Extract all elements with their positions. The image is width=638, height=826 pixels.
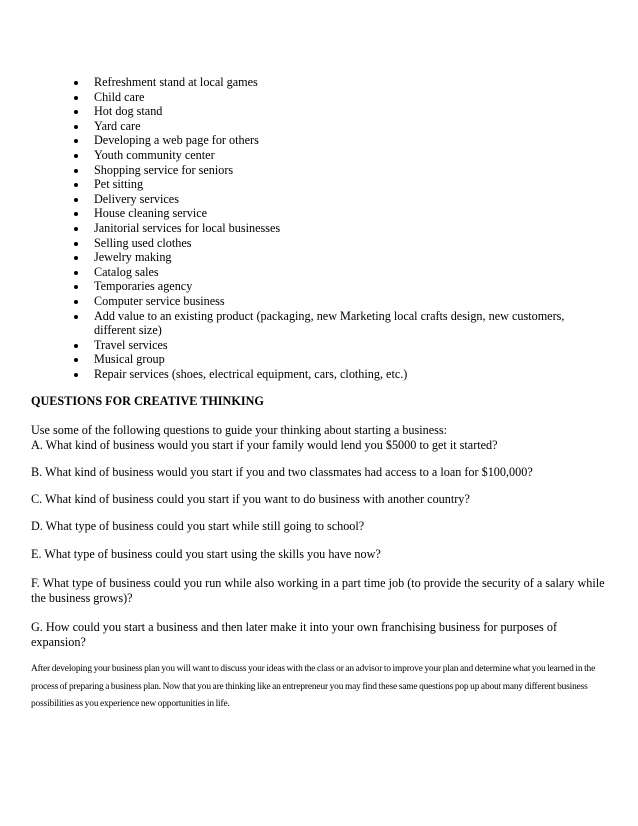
question-e: E. What type of business could you start using the skills you have now?: [31, 547, 381, 561]
list-item: Catalog sales: [0, 265, 638, 280]
list-item: Selling used clothes: [0, 236, 638, 251]
list-item: Pet sitting: [0, 177, 638, 192]
list-item: Child care: [0, 90, 638, 105]
list-item: Developing a web page for others: [0, 133, 638, 148]
list-item: Temporaries agency: [0, 279, 638, 294]
bullet-icon: [74, 198, 78, 202]
list-item: Youth community center: [0, 148, 638, 163]
intro-text: Use some of the following questions to guide your thinking about starting a business:: [31, 423, 448, 437]
bullet-icon: [74, 212, 78, 216]
question-d: D. What type of business could you start while still going to school?: [31, 519, 365, 533]
bullet-icon: [74, 154, 78, 158]
bullet-icon: [74, 358, 78, 362]
list-item: Refreshment stand at local games: [0, 75, 638, 90]
list-item: Repair services (shoes, electrical equipment, cars, clothing, etc.): [0, 367, 638, 382]
list-item: Jewelry making: [0, 250, 638, 265]
bullet-icon: [74, 96, 78, 100]
list-item: Yard care: [0, 119, 638, 134]
question-g: G. How could you start a business and then later make it into your own franchising business for purposes of expansion?: [31, 620, 557, 649]
bullet-icon: [74, 81, 78, 85]
list-item: Delivery services: [0, 192, 638, 207]
bullet-icon: [74, 183, 78, 187]
bullet-icon: [74, 285, 78, 289]
bullet-icon: [74, 344, 78, 348]
bullet-icon: [74, 227, 78, 231]
list-item: House cleaning service: [0, 206, 638, 221]
bullet-icon: [74, 169, 78, 173]
question-f: F. What type of business could you run while also working in a part time job (to provide the security of a salary while the business grows)?: [31, 576, 605, 605]
list-item: Travel services: [0, 338, 638, 353]
bullet-icon: [74, 139, 78, 143]
question-a: A. What kind of business would you start if your family would lend you $5000 to get it started?: [31, 438, 498, 452]
business-ideas-list: [0, 75, 638, 381]
list-item: Hot dog stand: [0, 104, 638, 119]
bullet-icon: [74, 300, 78, 304]
question-c: C. What kind of business could you start if you want to do business with another country?: [31, 492, 470, 506]
bullet-icon: [74, 125, 78, 129]
question-b: B. What kind of business would you start if you and two classmates had access to a loan for $100,000?: [31, 465, 533, 479]
bullet-icon: [74, 271, 78, 275]
bullet-icon: [74, 110, 78, 114]
bullet-icon: [74, 315, 78, 319]
bullet-icon: [74, 256, 78, 260]
list-item: Musical group: [0, 352, 638, 367]
list-item: Computer service business: [0, 294, 638, 309]
list-item: Janitorial services for local businesses: [0, 221, 638, 236]
list-item: Add value to an existing product (packaging, new Marketing local crafts design, new customers, different size): [0, 309, 638, 338]
section-heading: QUESTIONS FOR CREATIVE THINKING: [31, 394, 264, 408]
bullet-icon: [74, 242, 78, 246]
closing-paragraph: After developing your business plan you will want to discuss your ideas with the class or an advisor to improve your plan and determine what you learned in the process of preparing a business plan. Now that you are thinking like an entrepreneur you may find these same questions pop up about many different business possibilities as you experience new opportunities in life.: [31, 664, 596, 710]
list-item: Shopping service for seniors: [0, 163, 638, 178]
bullet-icon: [74, 373, 78, 377]
